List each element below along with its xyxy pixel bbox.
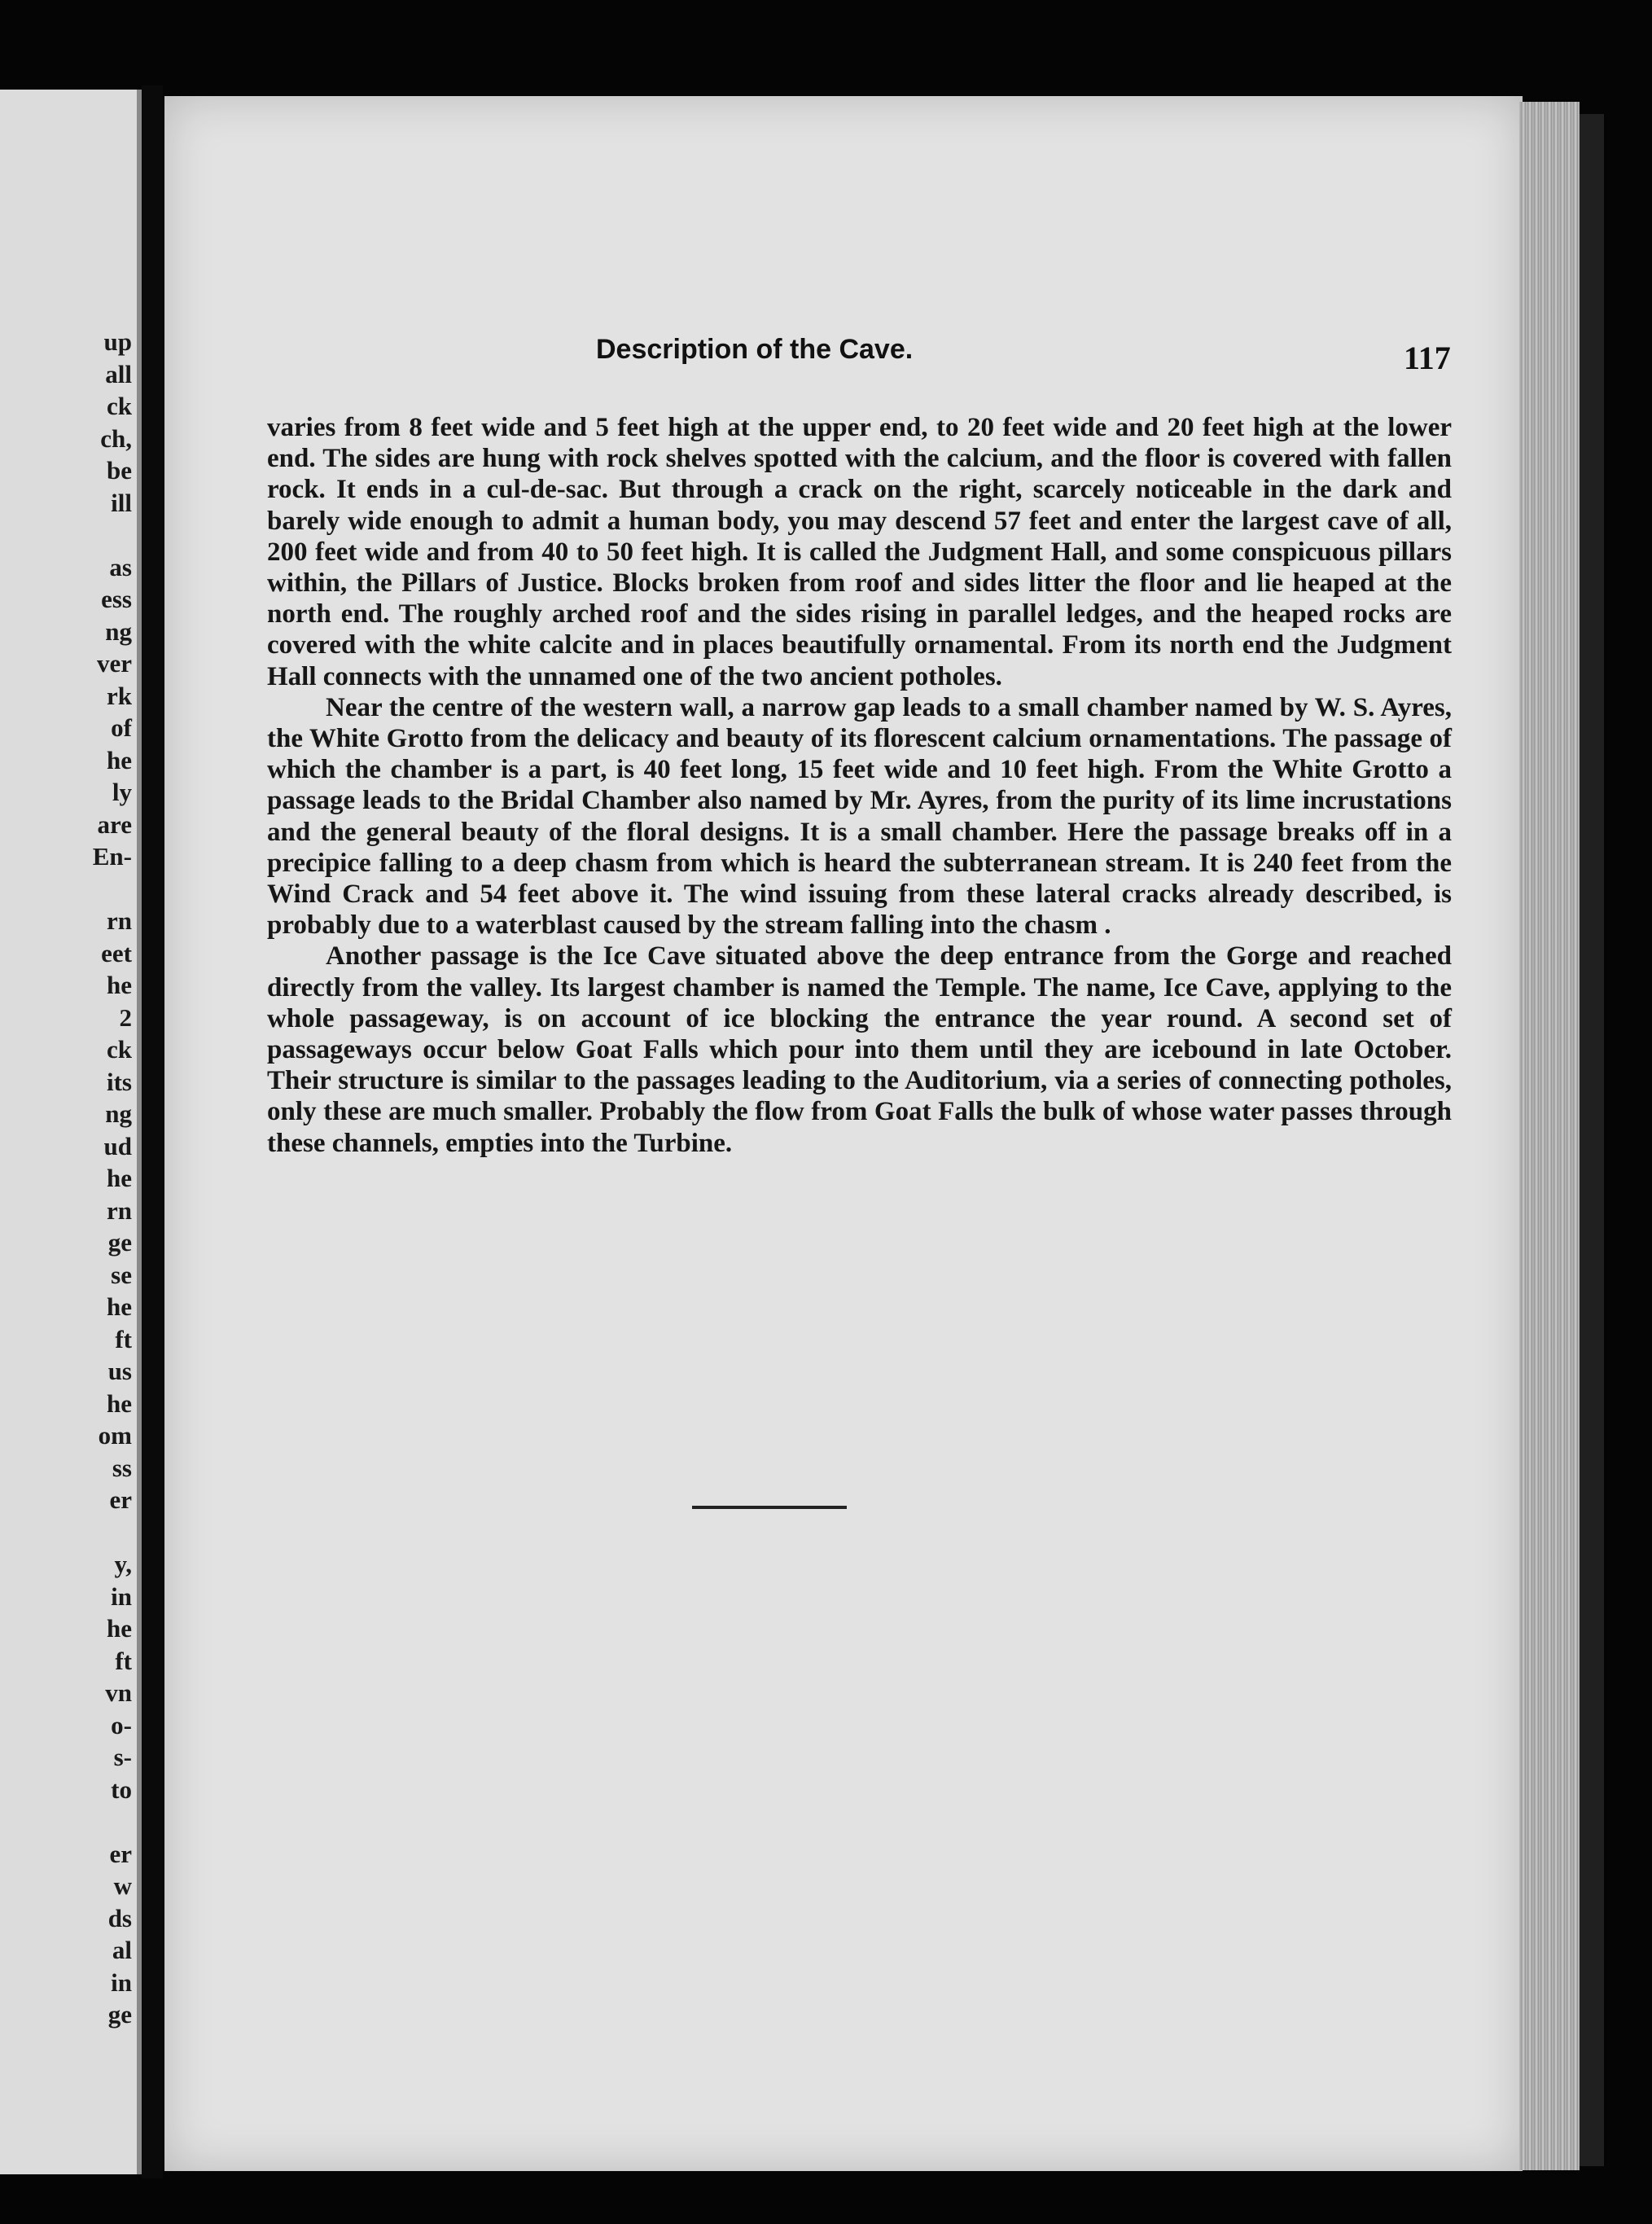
previous-page-fragment: he: [107, 1292, 132, 1321]
previous-page-fragment: er: [109, 1839, 132, 1868]
previous-page-fragment: its: [107, 1067, 132, 1096]
previous-page-fragment: En-: [92, 842, 132, 871]
previous-page-fragment: w: [113, 1871, 132, 1900]
previous-page-fragment: be: [107, 456, 132, 485]
previous-page-fragment: ck: [107, 1035, 132, 1064]
previous-page-fragment: us: [107, 1357, 132, 1385]
previous-page-fragment: in: [111, 1967, 132, 1997]
previous-page-fragment: to: [111, 1774, 132, 1804]
previous-page-line-endings: [93, 326, 132, 2031]
page-number: 117: [1404, 340, 1451, 376]
previous-page-fragment: [93, 519, 132, 551]
previous-page-fragment: ds: [107, 1903, 132, 1932]
page-edges-stack: [1519, 102, 1580, 2170]
previous-page-fragment: ill: [111, 488, 132, 517]
book-page: [164, 96, 1523, 2171]
previous-page-fragment: o-: [111, 1710, 132, 1739]
previous-page-fragment: eet: [101, 938, 132, 967]
previous-page-fragment: ess: [101, 585, 132, 613]
paragraph-1: varies from 8 feet wide and 5 feet high at the upper end, to 20 feet wide and 20 feet high at the lower end. The sides are hung with rock shelves spotted with the calcium, and the floor is covered with fallen rock. It ends in a cul-de-sac. But through a crack on the right, scarcely noticeable in the dark and barely wide enough to admit a human body, you may descend 57 feet and enter the largest cave of all, 200 feet wide and from 40 to 50 feet high. It is called the Judgment Hall, and some conspicuous pillars within, the Pillars of Justice. Blocks broken from roof and sides litter the floor and lie heaped at the north end. The roughly arched roof and the sides rising in parallel ledges, and the heaped rocks are covered with the white calcite and in places beautifully ornamental. From its north end the Judgment Hall connects with the unnamed one of the two ancient potholes.: [267, 413, 1452, 691]
previous-page-fragment: are: [97, 809, 132, 839]
previous-page-fragment: ch,: [100, 423, 132, 453]
previous-page-fragment: om: [98, 1421, 132, 1450]
previous-page-fragment: ss: [112, 1453, 132, 1482]
previous-page-fragment: ud: [103, 1131, 132, 1160]
paragraph-3: Another passage is the Ice Cave situated above the deep entrance from the Gorge and reached directly from the valley. Its largest chamber is named the Temple. The name, Ice Cave, applying to the whole passageway, is on account of ice blocking the entrance the year round. A second set of passageways occur below Goat Falls which pour into them until they are icebound in late October. Their structure is similar to the passages leading to the Auditorium, via a series of connecting potholes, only these are much smaller. Probably the flow from Goat Falls the bulk of whose water passes through these channels, empties into the Turbine.: [267, 941, 1452, 1158]
previous-page-fragment: in: [111, 1581, 132, 1611]
previous-page-fragment: all: [105, 359, 132, 388]
previous-page-fragment: al: [112, 1936, 132, 1964]
previous-page-fragment: s-: [113, 1743, 132, 1771]
previous-page-fragment: [93, 873, 132, 906]
previous-page-fragment: of: [111, 713, 132, 742]
previous-page-fragment: ft: [115, 1324, 132, 1353]
previous-page-fragment: ly: [112, 778, 132, 806]
previous-page-fragment: 2: [119, 1002, 132, 1032]
previous-page-fragment: he: [107, 745, 132, 774]
previous-page-fragment: [93, 1805, 132, 1838]
previous-page-fragment: ge: [107, 2000, 132, 2029]
paragraph-2: Near the centre of the western wall, a narrow gap leads to a small chamber named by W. S. Ayres, the White Grotto from the delicacy and beauty of its florescent calcium ornamentations. The passage of which the chamber is a part, is 40 feet long, 15 feet wide and 10 feet high. From the White Grotto a passage leads to the Bridal Chamber also named by Mr. Ayres, from the purity of its lime incrustations and the general beauty of the floral designs. It is a small chamber. Here the passage breaks off in a precipice falling to a deep chasm from which is heard the subterranean stream. It is 240 feet from the Wind Crack and 54 feet above it. The wind issuing from these lateral cracks already described, is probably due to a waterblast caused by the stream falling into the chasm .: [267, 692, 1452, 941]
previous-page-fragment: as: [109, 552, 132, 581]
previous-page-fragment: ng: [105, 1099, 132, 1128]
previous-page-fragment: vn: [105, 1678, 132, 1707]
previous-page-fragment: he: [107, 1614, 132, 1643]
body-text: [267, 412, 1452, 1159]
previous-page-fragment: y,: [114, 1550, 132, 1578]
previous-page-fragment: rn: [107, 906, 132, 935]
previous-page-fragment: up: [103, 327, 132, 356]
previous-page-fragment: rk: [107, 681, 132, 710]
section-end-rule: [692, 1506, 847, 1509]
previous-page-fragment: er: [109, 1485, 132, 1514]
previous-page-fragment: ver: [96, 649, 132, 678]
previous-page-fragment: he: [107, 1388, 132, 1418]
previous-page-fragment: he: [107, 971, 132, 999]
previous-page-fragment: ft: [115, 1646, 132, 1675]
previous-page-fragment: rn: [107, 1195, 132, 1225]
previous-page-fragment: [93, 1516, 132, 1549]
book-gutter: [142, 86, 163, 2178]
book-cover-edge: [1580, 114, 1604, 2166]
previous-page-fragment: ng: [105, 616, 132, 646]
previous-page-fragment: se: [111, 1260, 132, 1289]
previous-page-fragment: ge: [107, 1228, 132, 1257]
running-head: Description of the Cave.: [596, 334, 914, 365]
previous-page-fragment: he: [107, 1164, 132, 1192]
previous-page-fragment: ck: [107, 392, 132, 420]
previous-page-edge: [0, 90, 142, 2174]
